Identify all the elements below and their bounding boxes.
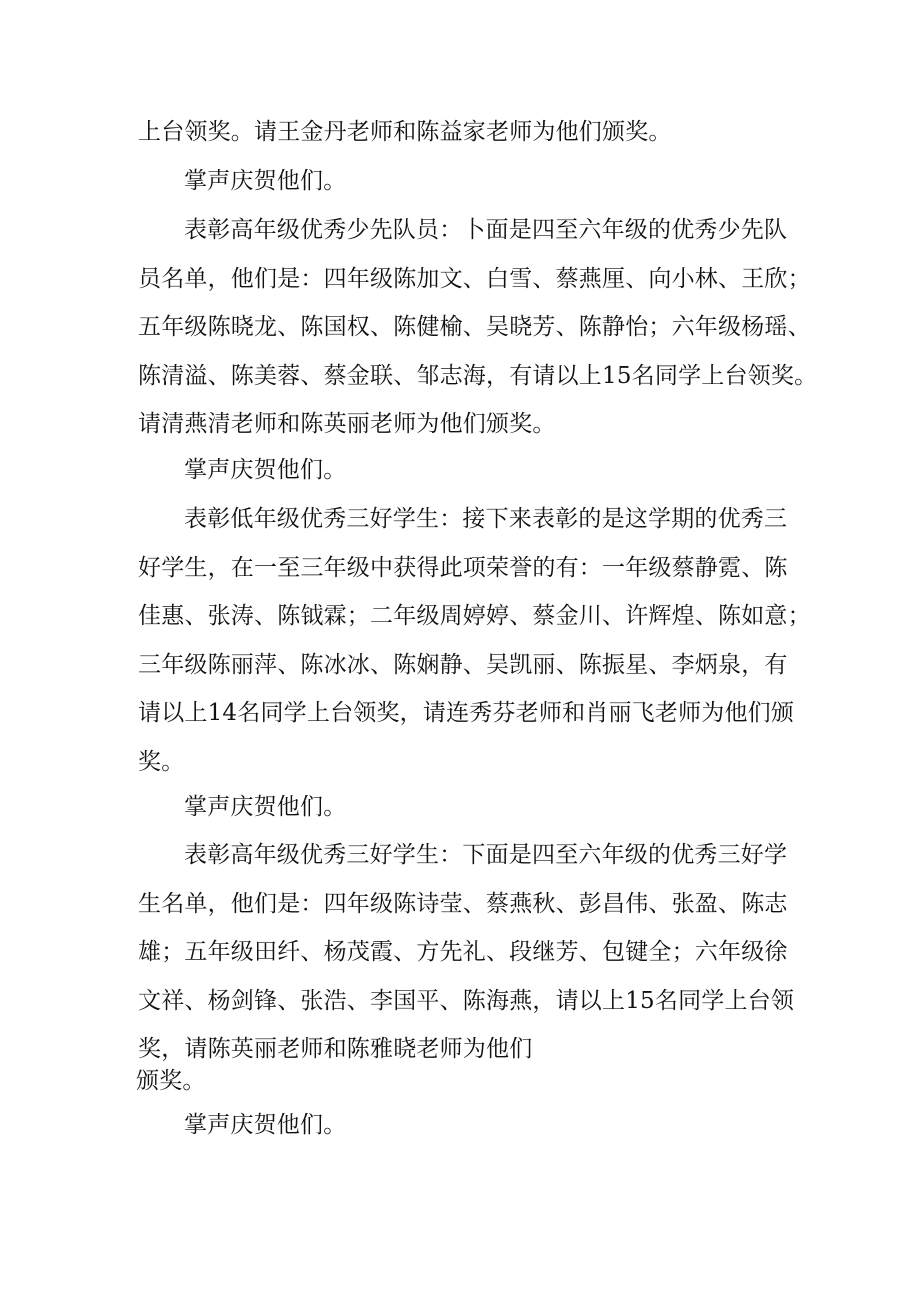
text-line: 表彰低年级优秀三好学生：接下来表彰的是这学期的优秀三 [184,506,788,532]
text-line: 员名单，他们是：四年级陈加文、白雪、蔡燕厘、向小林、王欣； [138,265,811,292]
text-line: 陈清溢、陈美蓉、蔡金联、邹志海，有请以上15名同学上台领奖。 [138,362,818,389]
text-line: 掌声庆贺他们。 [184,1112,347,1138]
text-line: 掌声庆贺他们。 [184,794,347,820]
paragraph-senior-pioneers [138,206,818,449]
paragraph-applause [138,446,834,495]
text-line: 生名单，他们是：四年级陈诗莹、蔡燕秋、彭昌伟、张盈、陈志 [138,890,788,917]
text-line: 文祥、杨剑锋、张浩、李国平、陈海燕，请以上15名同学上台领 [138,987,795,1014]
paragraph-applause [138,1101,834,1150]
text-line: 表彰高年级优秀三好学生：下面是四至六年级的优秀三好学 [184,842,788,868]
text-line: 表彰高年级优秀少先队员：卜面是四至六年级的优秀少先队 [184,217,788,243]
paragraph-award-remnant [136,1066,786,1096]
text-line: 好学生，在一至三年级中获得此项荣誉的有：一年级蔡静霓、陈 [138,554,788,581]
text-line: 五年级陈晓龙、陈国权、陈健榆、吴晓芳、陈静怡；六年级杨瑶、 [138,314,811,341]
text-line: 雄；五年级田纤、杨茂霞、方先礼、段继芳、包键全；六年级徐 [138,939,788,966]
text-line: 上台领奖。请王金丹老师和陈益家老师为他们颁奖。 [138,119,672,145]
text-line: 奖。 [138,748,185,775]
paragraph-senior-merit-students [138,831,795,1074]
text-line: 请以上14名同学上台领奖，请连秀芬老师和肖丽飞老师为他们颁 [138,700,795,727]
paragraph-applause [138,157,834,206]
text-line: 请清燕清老师和陈英丽老师为他们颁奖。 [138,411,556,438]
paragraph-applause [138,783,834,832]
text-line: 佳惠、张涛、陈钺霖；二年级周婷婷、蔡金川、许辉煌、陈如意； [138,603,811,630]
text-line: 三年级陈丽萍、陈冰冰、陈娴静、吴凯丽、陈振星、李炳泉，有 [138,651,788,678]
text-line: 掌声庆贺他们。 [184,457,347,483]
paragraph-junior-merit-students [138,495,811,787]
text-line: 颁奖。 [136,1068,206,1094]
text-line: 掌声庆贺他们。 [184,168,347,194]
text-line: 奖，请陈英丽老师和陈雅晓老师为他们 [138,1036,533,1063]
paragraph-award-continuation [138,108,788,157]
